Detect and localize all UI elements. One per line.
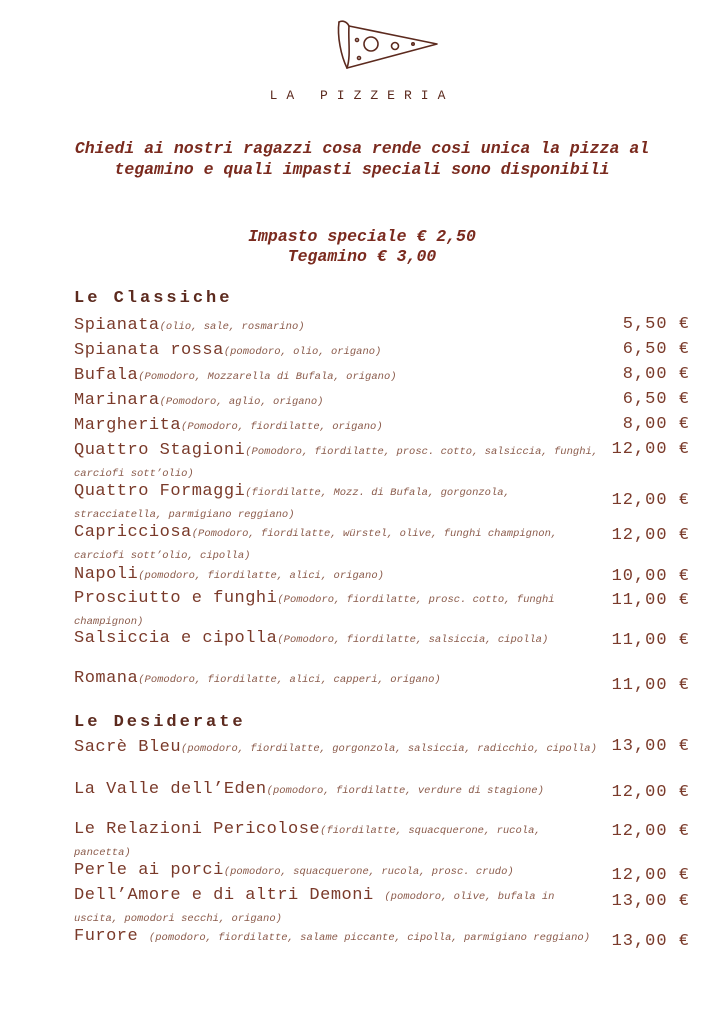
menu-item [74,340,690,362]
menu-item-description: (pomodoro, fiordilatte, gorgonzola, salsiccia, radicchio, cipolla) [181,743,597,755]
menu-item [74,628,690,650]
menu-item-description: (pomodoro, olio, origano) [223,346,382,358]
menu-item-price: 12,00 € [611,822,690,841]
menu-item-text [74,588,602,632]
menu-item-price: 6,50 € [622,340,690,359]
menu-item-price: 13,00 € [611,932,690,951]
menu-item-price: 10,00 € [611,567,690,586]
menu-item-name: Furore [74,927,149,946]
extras-block [72,227,652,267]
extra-impasto-speciale: Impasto speciale € 2,50 [248,227,476,246]
menu-item [74,588,690,632]
menu-item-text [74,926,602,948]
menu-item-description: (fiordilatte, squacquerone, rucola, pancetta) [74,825,541,859]
menu-item-text [74,885,602,929]
menu-item-description: (pomodoro, fiordilatte, verdure di stagione) [266,785,544,797]
menu-item-name: Quattro Formaggi [74,482,246,501]
menu-item-text [74,860,602,882]
menu-item-description: (pomodoro, squacquerone, rucola, prosc. crudo) [223,866,514,878]
menu-item [74,885,690,929]
menu-item-text [74,340,602,362]
menu-item-description: (Pomodoro, fiordilatte, prosc. cotto, funghi champignon) [74,594,555,628]
pizza-slice-logo-icon [333,16,443,76]
extra-tegamino: Tegamino € 3,00 [287,247,437,266]
menu-item-name: Margherita [74,416,182,435]
menu-item [74,365,690,387]
menu-item-text [74,415,602,437]
menu-item [74,564,690,586]
menu-item-price: 8,00 € [622,365,690,384]
menu-item [74,668,690,695]
menu-item-name: Quattro Stagioni [74,441,246,460]
menu-item-text [74,440,602,484]
menu-item [74,779,690,801]
menu-item [74,440,690,484]
menu-item-price: 12,00 € [611,783,690,802]
menu-item-price: 6,50 € [622,390,690,409]
menu-item-text [74,390,602,412]
menu-item-description: (Pomodoro, fiordilatte, salsiccia, cipolla) [277,634,549,646]
menu-item-description: (Pomodoro, aglio, origano) [159,396,324,408]
menu-item-text [74,628,602,650]
intro-text: Chiedi ai nostri ragazzi cosa rende cosi unica la pizza al tegamino e quali impasti speciali sono disponibili [74,139,650,179]
menu-item-price: 8,00 € [622,415,690,434]
menu-item-description: (pomodoro, fiordilatte, alici, origano) [138,570,384,582]
section-title-desiderate: Le Desiderate [74,713,246,732]
menu-item-price: 12,00 € [611,440,690,459]
menu-item-text [74,315,602,337]
menu-item-price: 12,00 € [611,526,690,545]
menu-item-name: Spianata rossa [74,341,224,360]
menu-item-name: Perle ai porci [74,861,224,880]
menu-item-name: Dell’Amore e di altri Demoni [74,886,385,905]
menu-item [74,481,690,525]
menu-item-name: Romana [74,669,139,688]
menu-item-name: Sacrè Bleu [74,738,182,757]
menu-item-price: 11,00 € [611,591,690,610]
menu-item-description: (Pomodoro, fiordilatte, würstel, olive, funghi champignon, carciofi sott’olio, cipolla) [74,528,558,562]
menu-item [74,522,690,566]
menu-item-text [74,819,602,863]
menu-item-name: Marinara [74,391,160,410]
menu-item [74,819,690,863]
menu-item-description: (fiordilatte, Mozz. di Bufala, gorgonzola, stracciatella, parmigiano reggiano) [74,487,510,521]
menu-item-price: 11,00 € [611,676,690,695]
menu-item [74,737,690,759]
menu-item-name: Capricciosa [74,523,192,542]
menu-item-price: 5,50 € [622,315,690,334]
menu-item-price: 13,00 € [611,737,690,756]
menu-item-name: Napoli [74,565,139,584]
brand-name: LA PIZZERIA [269,88,455,103]
menu-item-name: Salsiccia e cipolla [74,629,278,648]
menu-item-price: 11,00 € [611,631,690,650]
menu-item-text [74,668,602,690]
menu-item-description: (Pomodoro, Mozzarella di Bufala, origano) [138,371,397,383]
menu-item-text [74,481,602,525]
menu-item-price: 12,00 € [611,491,690,510]
menu-item-description: (Pomodoro, fiordilatte, alici, capperi, origano) [138,674,441,686]
menu-item-name: La Valle dell’Eden [74,780,267,799]
menu-item-description: (pomodoro, olive, bufala in uscita, pomodori secchi, origano) [74,891,555,925]
menu-item-text [74,564,602,586]
menu-item-name: Prosciutto e funghi [74,589,278,608]
menu-item-text [74,737,602,759]
section-title-classiche: Le Classiche [74,289,233,308]
menu-item-description: (Pomodoro, fiordilatte, prosc. cotto, salsiccia, funghi, carciofi sott’olio) [74,446,599,480]
menu-item-description: (Pomodoro, fiordilatte, origano) [181,421,383,433]
menu-item-text [74,779,602,801]
menu-item-text [74,522,602,566]
menu-item [74,926,690,951]
menu-item-description: (pomodoro, fiordilatte, salame piccante, cipolla, parmigiano reggiano) [148,932,590,944]
menu-item-price: 12,00 € [611,866,690,885]
menu-item [74,390,690,412]
menu-item-name: Spianata [74,316,160,335]
menu-item [74,860,690,885]
menu-item [74,315,690,337]
menu-item-description: (olio, sale, rosmarino) [159,321,305,333]
menu-item [74,415,690,437]
menu-item-price: 13,00 € [611,892,690,911]
menu-item-name: Bufala [74,366,139,385]
menu-item-text [74,365,602,387]
menu-item-name: Le Relazioni Pericolose [74,820,321,839]
